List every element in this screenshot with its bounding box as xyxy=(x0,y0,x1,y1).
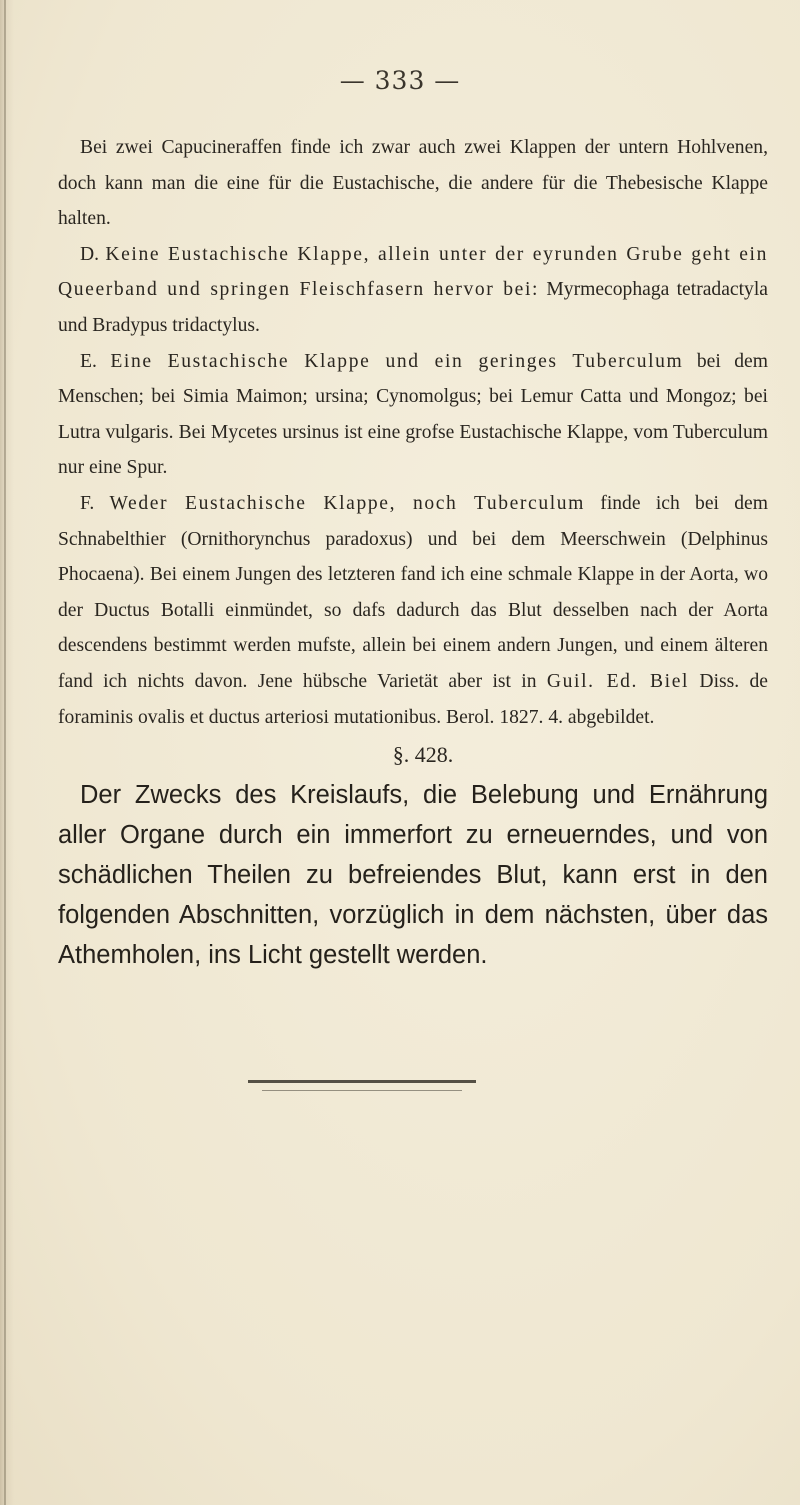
paragraph-f-citation: Diss. de foraminis ovalis et ductus arteriosi mutationibus. Berol. 1827. 4. abgebildet. xyxy=(58,670,769,728)
closing-paragraph: Der Zwecks des Kreislaufs, die Belebung und Ernährung aller Organe durch ein immerfort zu erneuerndes, und von schädlichen Theilen zu befreiendes Blut, kann erst in den folgenden Abschnitten, vorzüglich in dem nächsten, über das Athemholen, ins Licht gestellt werden. xyxy=(58,781,768,970)
paragraph-d-heading: Keine Eustachische Klappe, allein unter der eyrunden Grube geht ein Queerband und springen Fleischfasern hervor bei: xyxy=(58,243,769,301)
paragraph-intro-text: Bei zwei Capucineraffen finde ich zwar auch zwei Klappen der untern Hohlvenen, doch kann man die eine für die Eustachische, die andere für die Thebesische Klappe halten. xyxy=(58,137,768,230)
paragraph-d-text: Myrmecophaga tetradactyla und Bradypus tridactylus. xyxy=(58,279,768,336)
paragraph-intro xyxy=(58,130,768,237)
paragraph-e xyxy=(58,344,768,486)
page-number: — 333 — xyxy=(339,66,461,95)
paragraph-e-label: E. xyxy=(80,350,97,372)
paragraph-d-label: D. xyxy=(80,243,100,265)
paragraph-f-text: finde ich bei dem Schnabelthier (Ornithorynchus paradoxus) und bei dem Meerschwein (Delphinus Phocaena). Bei einem Jungen des letzteren fand ich eine schmale Klappe in der Aorta, wo der Ductus Botalli einmündet, so dafs dadurch das Blut desselben nach der Aorta descendens bestimmt werden mufste, allein bei einem andern Jungen, und einem älteren fand ich nichts davon. Jene hübsche Varietät aber ist in xyxy=(58,492,768,692)
paragraph-f-heading: Weder Eustachische Klappe, noch Tuberculum xyxy=(109,492,586,514)
binding-gutter xyxy=(4,0,6,1505)
closing-rule-thin xyxy=(262,1090,462,1091)
paragraph-e-heading: Eine Eustachische Klappe und ein geringes Tuberculum xyxy=(110,350,684,372)
paragraph-f-label: F. xyxy=(80,492,95,514)
paragraph-f xyxy=(58,486,768,735)
paragraph-f-author: Guil. Ed. Biel xyxy=(546,670,690,692)
paragraph-e-text: bei dem Menschen; bei Simia Maimon; ursina; Cynomolgus; bei Lemur Catta und Mongoz; bei Lutra vulgaris. Bei Mycetes ursinus ist eine grofse Eustachische Klappe, vom Tuberculum nur eine Spur. xyxy=(58,350,768,479)
paragraph-d xyxy=(58,237,768,344)
closing-rule xyxy=(248,1080,476,1083)
body-text xyxy=(58,130,768,975)
section-heading: §. 428. xyxy=(392,742,454,768)
